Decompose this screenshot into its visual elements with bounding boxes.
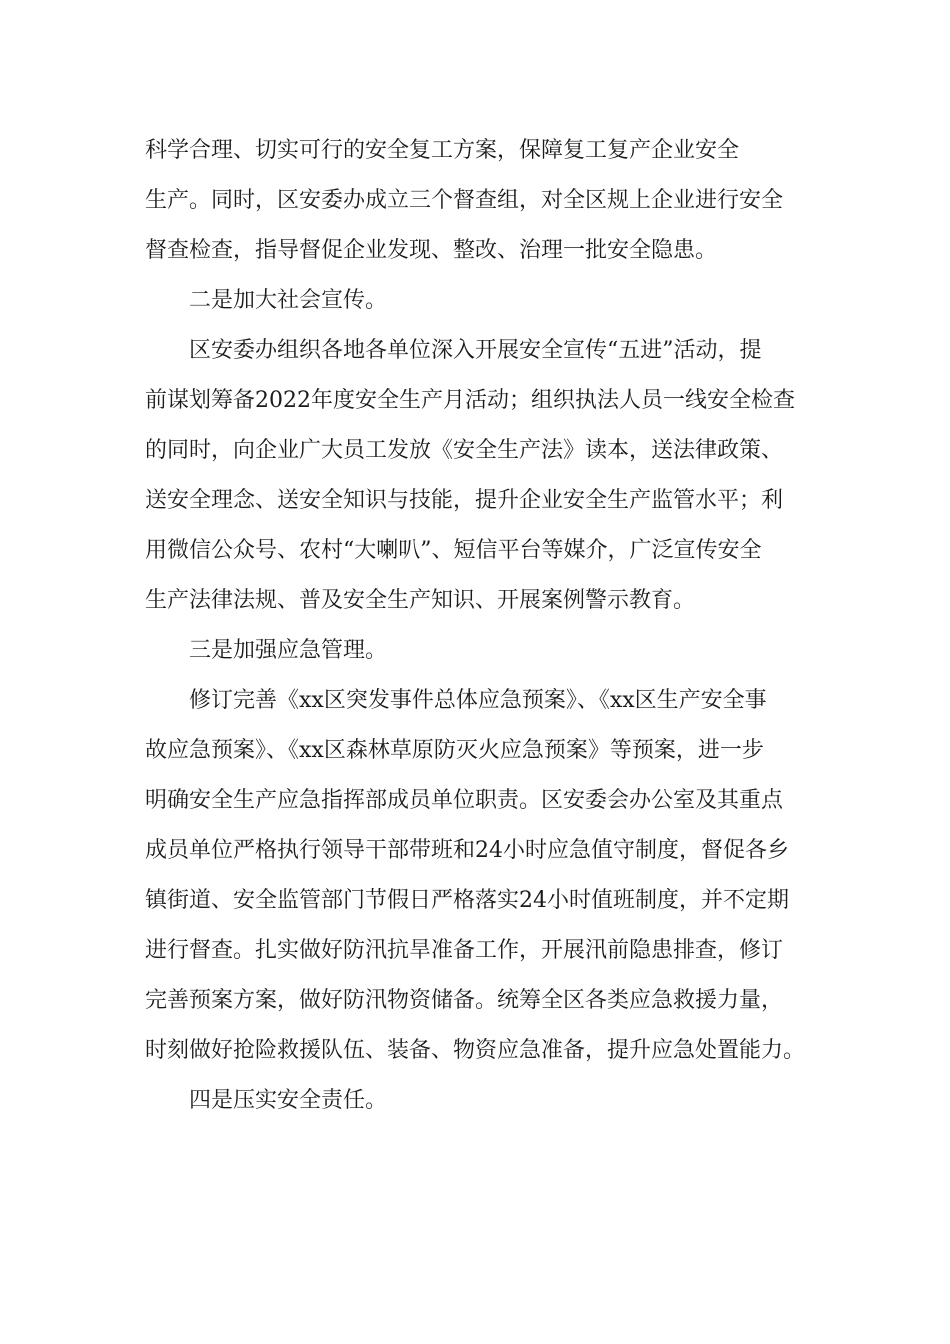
body-text-line: 的同时，向企业广大员工发放《安全生产法》读本，送法律政策、	[145, 438, 784, 463]
body-text-line: 完善预案方案，做好防汛物资储备。统筹全区各类应急救援力量，	[145, 988, 784, 1013]
section-heading-3: 三是加强应急管理。	[189, 638, 388, 663]
body-text-line: 送安全理念、送安全知识与技能，提升企业安全生产监管水平；利	[145, 488, 784, 513]
body-text-line: 生产法律法规、普及安全生产知识、开展案例警示教育。	[145, 588, 696, 613]
section-heading-2: 二是加大社会宣传。	[189, 288, 388, 313]
section-heading-4: 四是压实安全责任。	[189, 1088, 388, 1113]
body-text-line: 区安委办组织各地各单位深入开展安全宣传“五进”活动，提	[189, 338, 762, 363]
body-text-line: 明确安全生产应急指挥部成员单位职责。区安委会办公室及其重点	[145, 788, 784, 813]
body-text-line: 督查检查，指导督促企业发现、整改、治理一批安全隐患。	[145, 238, 718, 263]
body-text-line: 时刻做好抢险救援队伍、装备、物资应急准备，提升应急处置能力。	[145, 1038, 806, 1063]
body-text-line: 用微信公众号、农村“大喇叭”、短信平台等媒介，广泛宣传安全	[145, 538, 762, 563]
body-text-line: 修订完善《xx区突发事件总体应急预案》、《xx区生产安全事	[189, 688, 767, 713]
body-text-line: 成员单位严格执行领导干部带班和24小时应急值守制度，督促各乡	[145, 838, 789, 863]
body-text-line: 前谋划筹备2022年度安全生产月活动；组织执法人员一线安全检查	[145, 388, 795, 413]
body-text-line: 镇街道、安全监管部门节假日严格落实24小时值班制度，并不定期	[145, 888, 789, 913]
body-text-line: 进行督查。扎实做好防汛抗旱准备工作，开展汛前隐患排查，修订	[145, 938, 784, 963]
body-text-line: 科学合理、切实可行的安全复工方案，保障复工复产企业安全	[145, 138, 740, 163]
body-text-line: 生产。同时，区安委办成立三个督查组，对全区规上企业进行安全	[145, 188, 784, 213]
body-text-line: 故应急预案》、《xx区森林草原防灭火应急预案》等预案，进一步	[145, 738, 764, 763]
